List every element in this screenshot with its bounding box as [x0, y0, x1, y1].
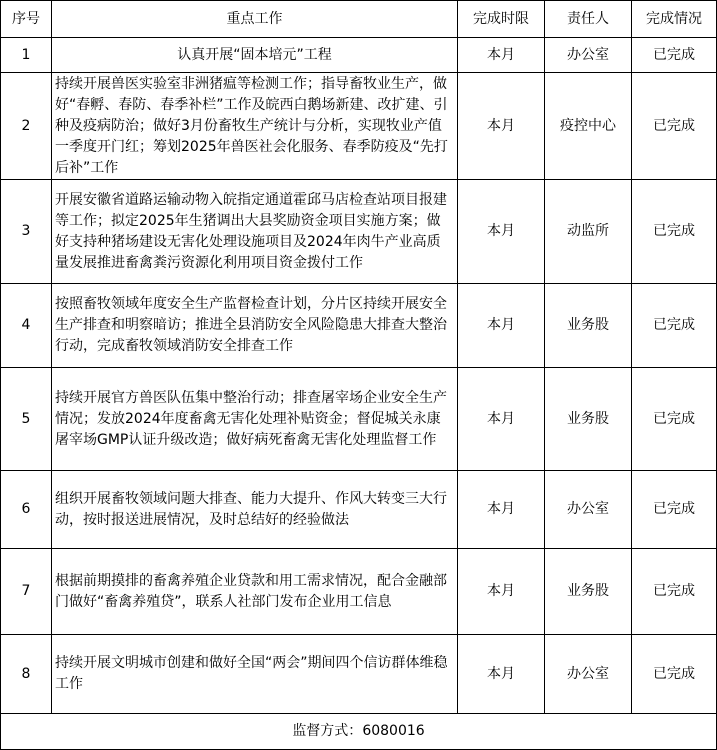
- table-row: [1, 284, 717, 368]
- supervision-info: [1, 714, 717, 750]
- row-work: 持续开展文明城市创建和做好全国“两会”期间四个信访群体维稳工作: [52, 635, 458, 714]
- table-row: [1, 368, 717, 471]
- table-row: [1, 73, 717, 180]
- row-deadline: 本月: [458, 368, 545, 471]
- table-row: [1, 549, 717, 635]
- row-status: 已完成: [632, 368, 717, 471]
- row-owner: 业务股: [545, 368, 632, 471]
- header-work: 重点工作: [52, 1, 458, 38]
- row-status: 已完成: [632, 549, 717, 635]
- row-deadline: 本月: [458, 180, 545, 284]
- row-work: 持续开展官方兽医队伍集中整治行动；排查屠宰场企业安全生产情况；发放2024年度畜禽无害化处理补贴资金；督促城关永康屠宰场GMP认证升级改造；做好病死畜禽无害化处理监督工作: [52, 368, 458, 471]
- row-deadline: 本月: [458, 284, 545, 368]
- row-owner: 业务股: [545, 549, 632, 635]
- row-index: 2: [1, 73, 52, 180]
- row-index: 4: [1, 284, 52, 368]
- row-status: 已完成: [632, 284, 717, 368]
- row-work: 开展安徽省道路运输动物入皖指定通道霍邱马店检查站项目报建等工作；拟定2025年生猪调出大县奖励资金项目实施方案；做好支持种猪场建设无害化处理设施项目及2024年肉牛产业高质量发展推进畜禽粪污资源化利用项目资金拨付工作: [52, 180, 458, 284]
- row-deadline: 本月: [458, 549, 545, 635]
- table-row: [1, 180, 717, 284]
- supervision-label: 监督方式：: [292, 723, 363, 739]
- row-owner: 动监所: [545, 180, 632, 284]
- row-work: 持续开展兽医实验室非洲猪瘟等检测工作；指导畜牧业生产，做好“春孵、春防、春季补栏”工作及皖西白鹅场新建、改扩建、引种及疫病防治；做好3月份畜牧生产统计与分析，实现牧业产值一季度开门红；筹划2025年兽医社会化服务、春季防疫及“先打后补”工作: [52, 73, 458, 180]
- row-status: 已完成: [632, 180, 717, 284]
- row-status: 已完成: [632, 635, 717, 714]
- row-status: 已完成: [632, 73, 717, 180]
- row-work: 按照畜牧领域年度安全生产监督检查计划，分片区持续开展安全生产排查和明察暗访；推进全县消防安全风险隐患大排查大整治行动，完成畜牧领域消防安全排查工作: [52, 284, 458, 368]
- header-row: [1, 1, 717, 38]
- row-owner: 业务股: [545, 284, 632, 368]
- header-index: 序号: [1, 1, 52, 38]
- row-work: 组织开展畜牧领域问题大排查、能力大提升、作风大转变三大行动，按时报送进展情况，及时总结好的经验做法: [52, 471, 458, 549]
- row-deadline: 本月: [458, 38, 545, 73]
- row-index: 5: [1, 368, 52, 471]
- table-row: [1, 635, 717, 714]
- row-status: 已完成: [632, 471, 717, 549]
- table-row: [1, 38, 717, 73]
- row-work: 认真开展“固本培元”工程: [52, 38, 458, 73]
- row-index: 3: [1, 180, 52, 284]
- header-deadline: 完成时限: [458, 1, 545, 38]
- row-owner: 办公室: [545, 38, 632, 73]
- row-deadline: 本月: [458, 471, 545, 549]
- row-owner: 办公室: [545, 471, 632, 549]
- supervision-phone: 6080016: [362, 723, 425, 739]
- header-status: 完成情况: [632, 1, 717, 38]
- row-deadline: 本月: [458, 73, 545, 180]
- row-deadline: 本月: [458, 635, 545, 714]
- row-index: 7: [1, 549, 52, 635]
- row-index: 6: [1, 471, 52, 549]
- header-owner: 责任人: [545, 1, 632, 38]
- row-work: 根据前期摸排的畜禽养殖企业贷款和用工需求情况，配合金融部门做好“畜禽养殖贷”，联系人社部门发布企业用工信息: [52, 549, 458, 635]
- row-index: 1: [1, 38, 52, 73]
- table-row: [1, 471, 717, 549]
- row-index: 8: [1, 635, 52, 714]
- footer-row: [1, 714, 717, 750]
- row-owner: 办公室: [545, 635, 632, 714]
- row-status: 已完成: [632, 38, 717, 73]
- row-owner: 疫控中心: [545, 73, 632, 180]
